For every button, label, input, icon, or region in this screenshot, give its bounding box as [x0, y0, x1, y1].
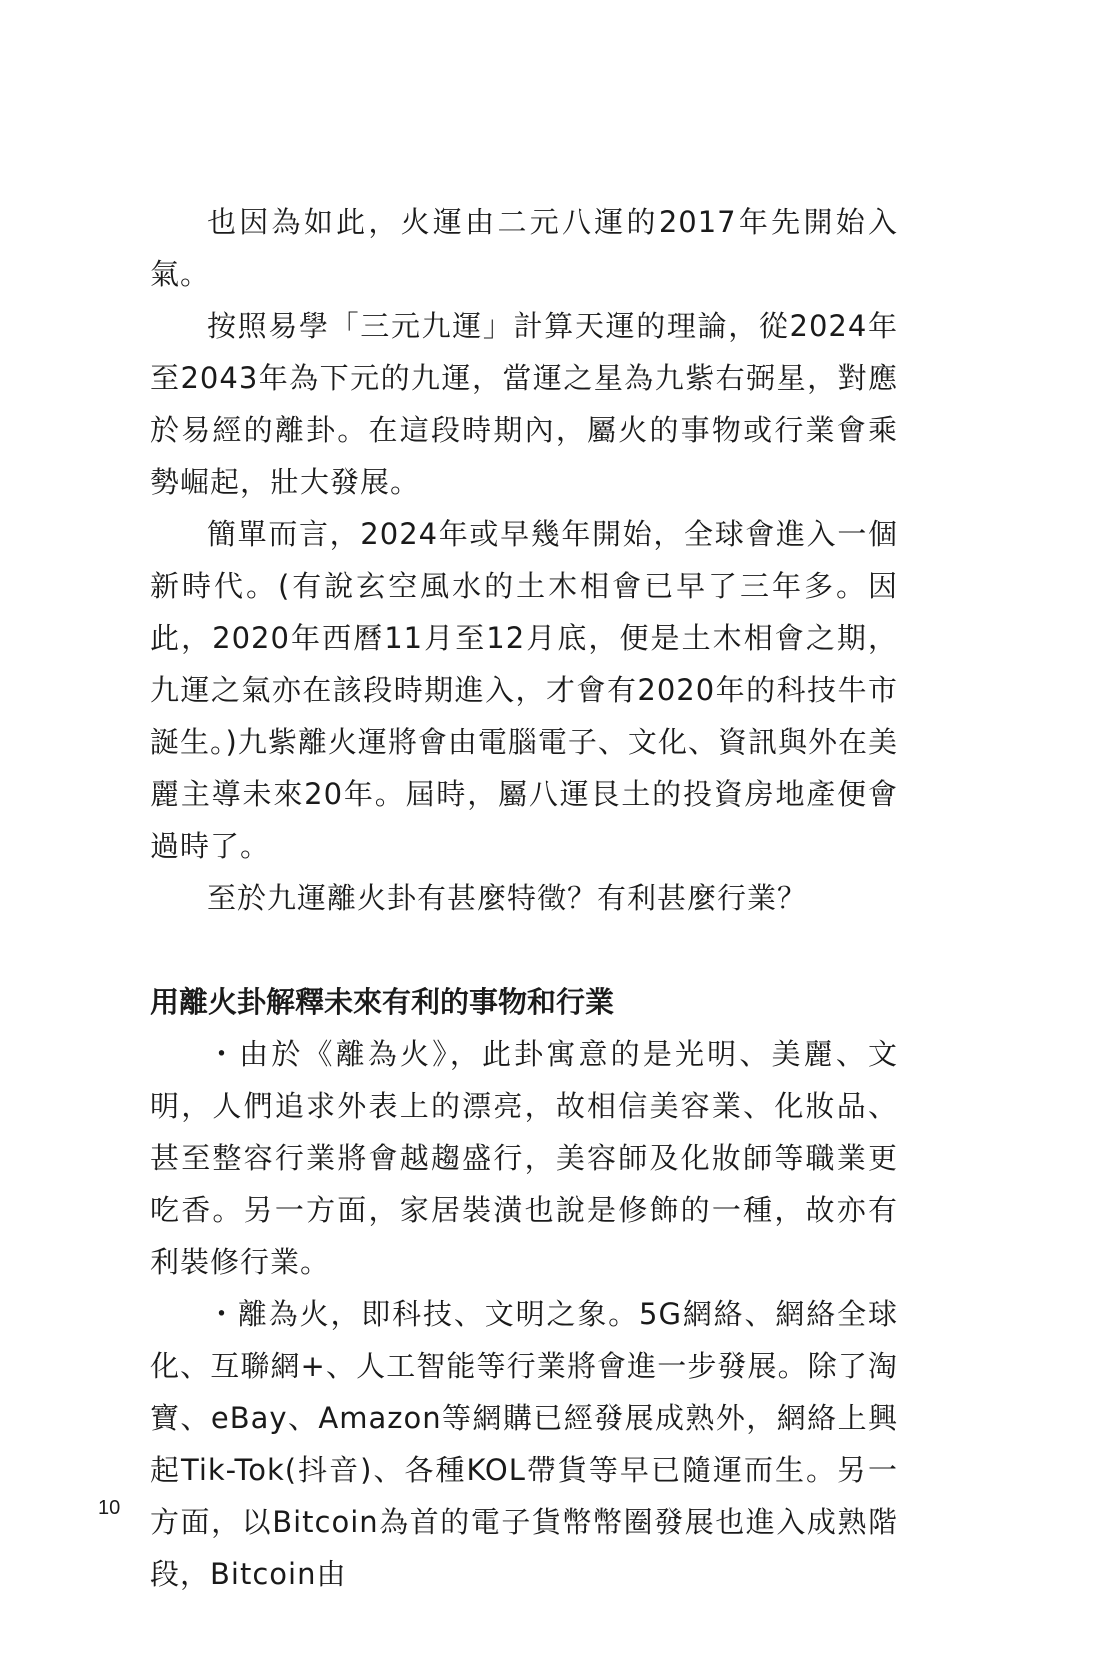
paragraph: 簡單而言，2024年或早幾年開始，全球會進入一個新時代。(有說玄空風水的土木相會已早了三年多。因此，2020年西曆11月至12月底，便是土木相會之期，九運之氣亦在該段時期進入，才會有2020年的科技牛市誕生。)九紫離火運將會由電腦電子、文化、資訊與外在美麗主導未來20年。屆時，屬八運艮土的投資房地產便會過時了。	[150, 517, 898, 863]
section-heading: 用離火卦解釋未來有利的事物和行業	[150, 985, 615, 1019]
paragraph: 按照易學「三元九運」計算天運的理論，從2024年至2043年為下元的九運，當運之星為九紫右弼星，對應於易經的離卦。在這段時期內，屬火的事物或行業會乘勢崛起，壯大發展。	[150, 309, 898, 499]
body-text	[150, 196, 898, 1600]
page-number: 10	[98, 1497, 121, 1519]
paragraph: 至於九運離火卦有甚麼特徵？有利甚麼行業？	[207, 881, 808, 915]
paragraph: 也因為如此，火運由二元八運的2017年先開始入氣。	[150, 205, 898, 291]
section-spacer	[150, 924, 898, 976]
bullet-paragraph: ・由於《離為火》，此卦寓意的是光明、美麗、文明，人們追求外表上的漂亮，故相信美容業、化妝品、甚至整容行業將會越趨盛行，美容師及化妝師等職業更吃香。另一方面，家居裝潢也說是修飾的一種，故亦有利裝修行業。	[150, 1037, 898, 1279]
bullet-paragraph: ・離為火，即科技、文明之象。5G網絡、網絡全球化、互聯網+、人工智能等行業將會進一步發展。除了淘寶、eBay、Amazon等網購已經發展成熟外，網絡上興起Tik-Tok(抖音)、各種KOL帶貨等早已隨運而生。另一方面，以Bitcoin為首的電子貨幣幣圈發展也進入成熟階段，Bitcoin由	[150, 1297, 898, 1591]
